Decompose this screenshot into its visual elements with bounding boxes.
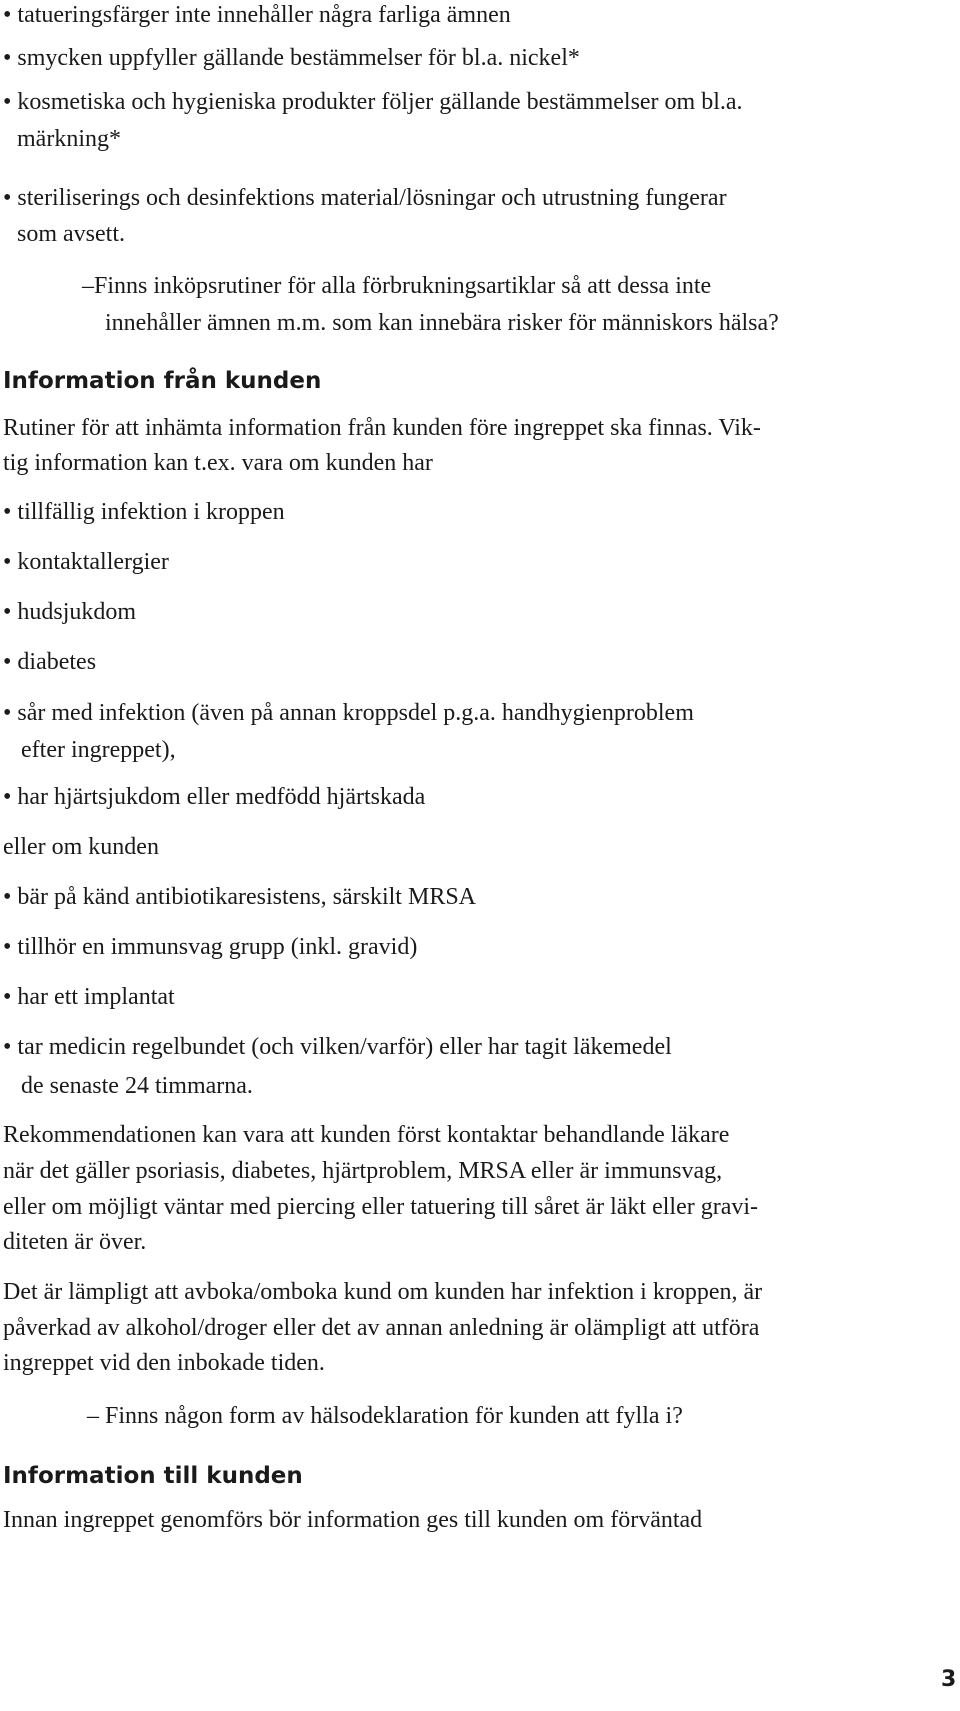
list-item: • tillhör en immunsvag grupp (inkl. gravid) bbox=[3, 934, 418, 960]
list-item: • tar medicin regelbundet (och vilken/varför) eller har tagit läkemedel bbox=[3, 1034, 672, 1060]
list-item-continuation: som avsett. bbox=[17, 221, 125, 247]
body-text: eller om kunden bbox=[3, 834, 159, 860]
list-item-continuation: märkning* bbox=[17, 126, 121, 152]
list-item: • har ett implantat bbox=[3, 984, 175, 1010]
body-text: diteten är över. bbox=[3, 1229, 147, 1255]
list-item: • steriliserings och desinfektions material/lösningar och utrustning fungerar bbox=[3, 185, 727, 211]
list-item: • kontaktallergier bbox=[3, 549, 169, 575]
list-item: • tillfällig infektion i kroppen bbox=[3, 499, 285, 525]
body-text: eller om möjligt väntar med piercing eller tatuering till såret är läkt eller gravi- bbox=[3, 1194, 759, 1220]
body-text: tig information kan t.ex. vara om kunden har bbox=[3, 450, 433, 476]
body-text: Det är lämpligt att avboka/omboka kund om kunden har infektion i kroppen, är bbox=[3, 1279, 763, 1305]
list-item: • sår med infektion (även på annan kroppsdel p.g.a. handhygienproblem bbox=[3, 700, 694, 726]
section-heading: Information till kunden bbox=[3, 1463, 303, 1489]
list-item: • hudsjukdom bbox=[3, 599, 137, 625]
list-item: • kosmetiska och hygieniska produkter följer gällande bestämmelser om bl.a. bbox=[3, 89, 743, 115]
list-item: • har hjärtsjukdom eller medfödd hjärtskada bbox=[3, 784, 426, 810]
question-line: – Finns någon form av hälsodeklaration för kunden att fylla i? bbox=[87, 1403, 683, 1429]
body-text: Innan ingreppet genomförs bör information ges till kunden om förväntad bbox=[3, 1507, 703, 1533]
list-item: • tatueringsfärger inte innehåller några farliga ämnen bbox=[3, 2, 511, 28]
body-text: Rutiner för att inhämta information från kunden före ingreppet ska finnas. Vik- bbox=[3, 415, 761, 441]
section-heading: Information från kunden bbox=[3, 368, 322, 394]
list-item-continuation: efter ingreppet), bbox=[21, 737, 176, 763]
body-text: påverkad av alkohol/droger eller det av annan anledning är olämpligt att utföra bbox=[3, 1315, 760, 1341]
list-item: • diabetes bbox=[3, 649, 97, 675]
body-text: Rekommendationen kan vara att kunden först kontaktar behandlande läkare bbox=[3, 1122, 730, 1148]
question-line: –Finns inköpsrutiner för alla förbrukningsartiklar så att dessa inte bbox=[82, 273, 712, 299]
list-item: • bär på känd antibiotikaresistens, särskilt MRSA bbox=[3, 884, 477, 910]
body-text: ingreppet vid den inbokade tiden. bbox=[3, 1350, 325, 1376]
body-text: när det gäller psoriasis, diabetes, hjärtproblem, MRSA eller är immunsvag, bbox=[3, 1158, 723, 1184]
list-item: • smycken uppfyller gällande bestämmelser för bl.a. nickel* bbox=[3, 45, 580, 71]
list-item-continuation: de senaste 24 timmarna. bbox=[21, 1073, 253, 1099]
page-number: 3 bbox=[941, 1667, 957, 1692]
question-line: innehåller ämnen m.m. som kan innebära risker för människors hälsa? bbox=[105, 310, 779, 336]
